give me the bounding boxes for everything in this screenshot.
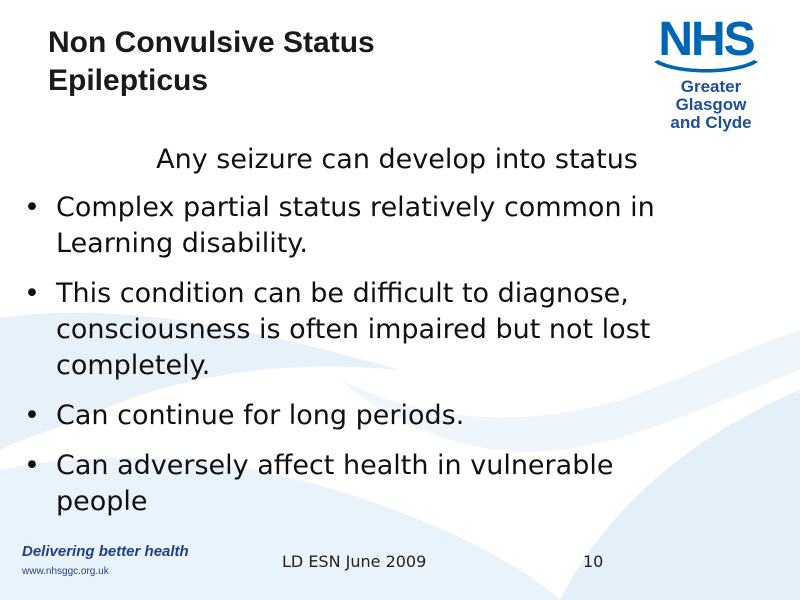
slide-title-line2: Epilepticus: [48, 64, 209, 97]
slide-title: [48, 24, 528, 100]
bullet-dot-icon: •: [24, 192, 40, 223]
page-number: 10: [583, 552, 604, 571]
bullet-dot-icon: •: [24, 278, 40, 309]
footer-date-label: LD ESN June 2009: [282, 552, 427, 571]
bullet-item: [18, 276, 758, 384]
bullet-list: [18, 190, 758, 534]
nhs-board-name-line1: Greater Glasgow: [675, 77, 747, 114]
nhs-logo: [644, 13, 778, 132]
bullet-text-line: Complex partial status relatively common in: [56, 192, 655, 223]
bullet-dot-icon: •: [24, 400, 40, 431]
bullet-text-line: This condition can be difficult to diagnose,: [56, 278, 629, 309]
bullet-text-line: people: [56, 486, 148, 517]
nhs-wordmark: NHS: [658, 13, 754, 66]
footer-brand: [22, 543, 189, 579]
bullet-text-line: completely.: [56, 350, 211, 381]
bullet-text-line: Can continue for long periods.: [56, 400, 465, 431]
bullet-text-line: Can adversely affect health in vulnerable: [56, 450, 614, 481]
bullet-dot-icon: •: [24, 450, 40, 481]
bullet-text-line: consciousness is often impaired but not lost: [56, 314, 651, 345]
nhs-board-name-line2: and Clyde: [670, 113, 752, 132]
bullet-text-line: Learning disability.: [56, 228, 308, 259]
intro-text: Any seizure can develop into status: [156, 144, 638, 175]
footer-url: www.nhsggc.org.uk: [22, 566, 109, 577]
bullet-item: [18, 398, 758, 434]
bullet-item: [18, 190, 758, 262]
footer-tagline: Delivering better health: [22, 543, 189, 560]
bullet-item: [18, 448, 758, 520]
slide-title-line1: Non Convulsive Status: [48, 26, 375, 59]
